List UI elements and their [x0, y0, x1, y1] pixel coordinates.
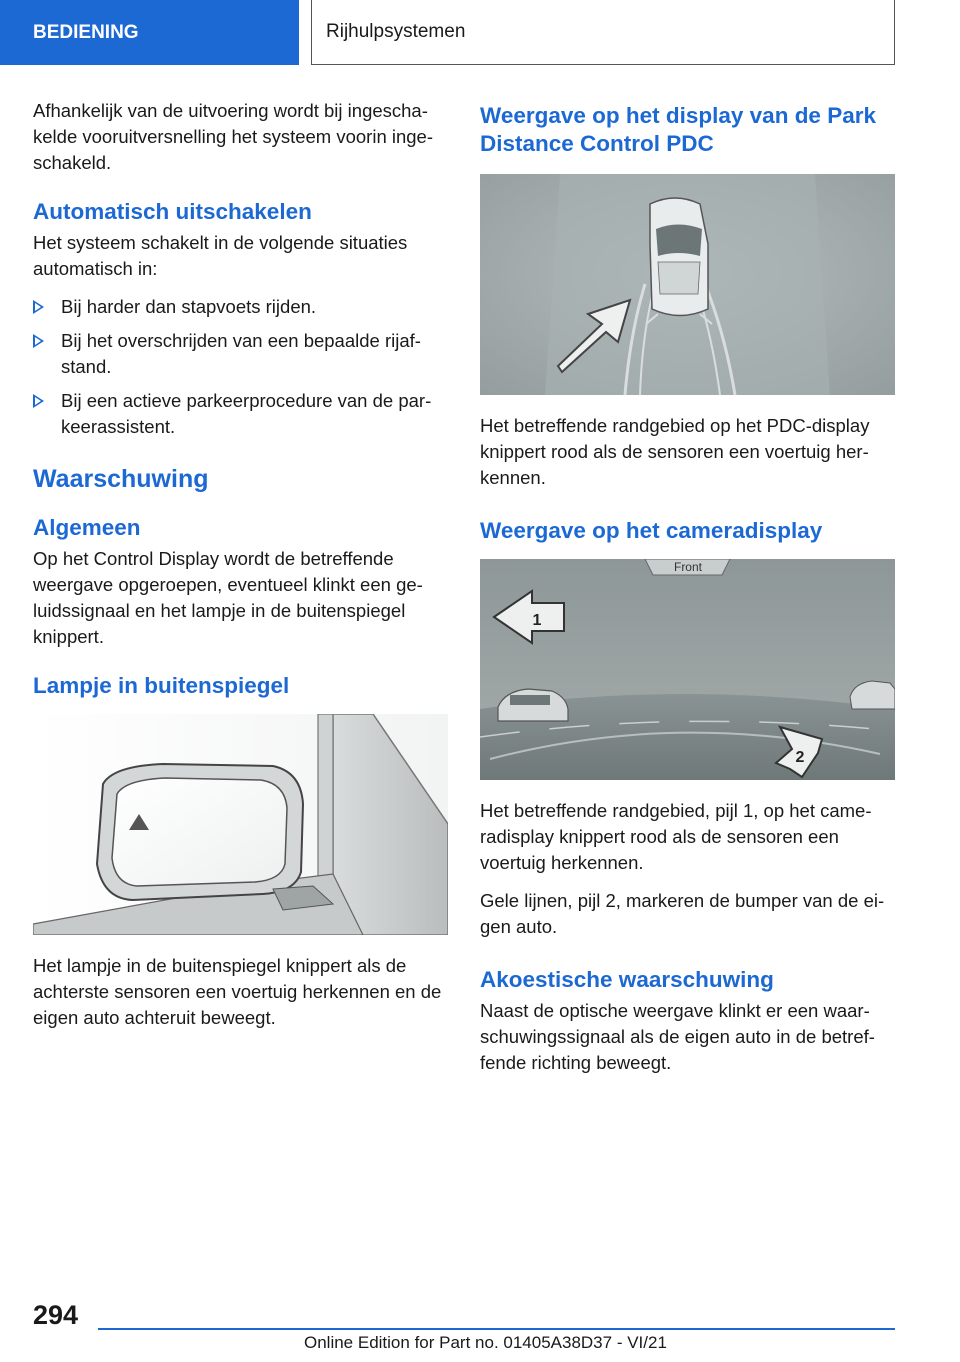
camera-paragraph-2: Gele lijnen, pijl 2, markeren de bumper van de eigen auto.	[480, 890, 885, 937]
triangle-bullet-icon	[33, 334, 44, 348]
list-item: Bij het overschrijden van een bepaalde rijafstand.	[33, 328, 449, 380]
mirror-paragraph: Het lampje in de buitenspiegel knippert als de achterste sensoren een voertuig herkennen en de eigen auto achteruit beweegt.	[33, 955, 442, 1028]
general-heading: Algemeen	[33, 515, 141, 540]
section-tab	[0, 0, 299, 65]
right-column	[480, 102, 896, 1088]
general-paragraph: Op het Control Display wordt de betreffende weergave opgeroepen, eventueel klinkt een geluidssignaal en het lampje in de buitenspiegel knippert.	[33, 548, 423, 647]
acoustic-paragraph: Naast de optische weergave klinkt er een waarschuwingssignaal als de eigen auto in de betreffende richting beweegt.	[480, 1000, 875, 1073]
auto-off-list	[33, 294, 449, 440]
arrow-1-label: 1	[532, 612, 542, 629]
pdc-paragraph: Het betreffende randgebied op het PDC-display knippert rood als de sensoren een voertuig herkennen.	[480, 415, 870, 488]
camera-display-illustration	[480, 559, 895, 780]
section-title: BEDIENING	[33, 21, 139, 43]
triangle-bullet-icon	[33, 300, 44, 314]
list-item: Bij harder dan stapvoets rijden.	[33, 294, 449, 320]
triangle-bullet-icon	[33, 394, 44, 408]
left-column	[33, 98, 449, 1043]
auto-off-paragraph: Het systeem schakelt in de volgende situaties automatisch in:	[33, 232, 408, 279]
chapter-title: Rijhulpsystemen	[326, 21, 466, 42]
pdc-heading: Weergave op het display van de Park Distance Control PDC	[480, 103, 876, 156]
list-item: Bij een actieve parkeerprocedure van de parkeerassistent.	[33, 388, 449, 440]
arrow-2-label: 2	[795, 749, 805, 766]
footer-divider	[98, 1328, 895, 1330]
mirror-illustration	[33, 714, 448, 935]
warning-heading: Waarschuwing	[33, 465, 209, 493]
edition-note: Online Edition for Part no. 01405A38D37 - VI/21	[304, 1333, 667, 1352]
front-label: Front	[673, 560, 703, 574]
chapter-tab	[311, 0, 895, 65]
camera-paragraph-1: Het betreffende randgebied, pijl 1, op het cameradisplay knippert rood als de sensoren een voertuig herkennen.	[480, 800, 872, 873]
camera-heading: Weergave op het cameradisplay	[480, 518, 823, 543]
mirror-heading: Lampje in buitenspiegel	[33, 673, 290, 698]
intro-paragraph: Afhankelijk van de uitvoering wordt bij ingeschakelde vooruitversnelling het systeem voorin ingeschakeld.	[33, 100, 434, 173]
page-number: 294	[33, 1300, 79, 1330]
auto-off-heading: Automatisch uitschakelen	[33, 199, 312, 224]
acoustic-heading: Akoestische waarschuwing	[480, 967, 774, 992]
pdc-display-illustration	[480, 174, 895, 395]
